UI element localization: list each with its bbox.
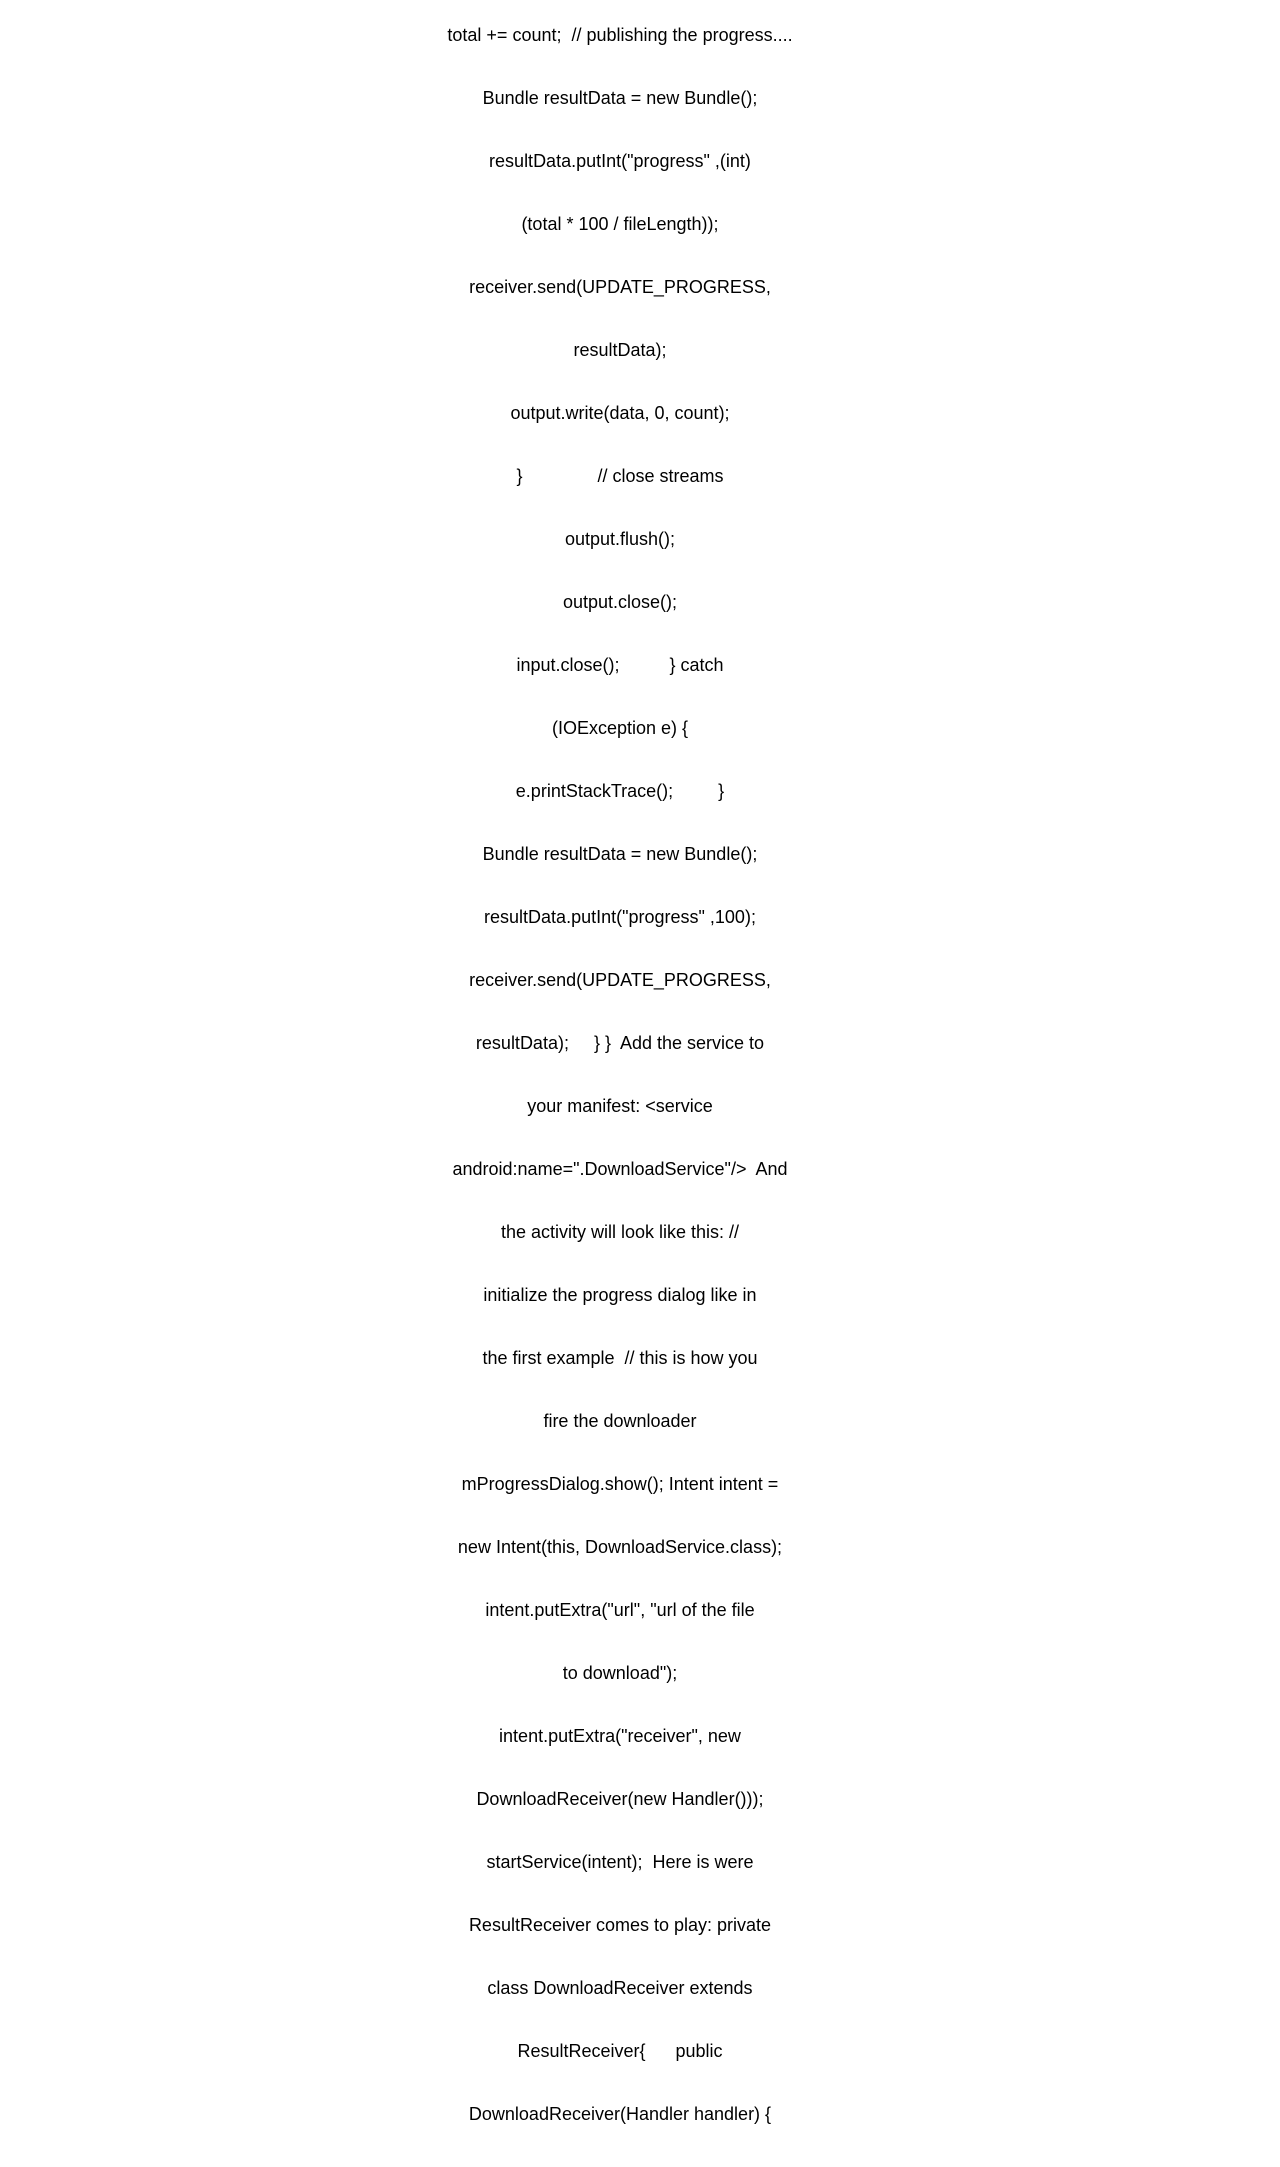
code-text-column bbox=[440, 0, 800, 2167]
text-line: startService(intent); Here is were bbox=[486, 1852, 754, 1872]
text-line: DownloadReceiver(new Handler())); bbox=[476, 1789, 764, 1809]
text-line: the first example // this is how you bbox=[482, 1348, 758, 1368]
text-line: class DownloadReceiver extends bbox=[487, 1978, 753, 1998]
text-line: resultData.putInt("progress" ,100); bbox=[484, 907, 756, 927]
text-line: to download"); bbox=[562, 1663, 678, 1683]
text-line: mProgressDialog.show(); Intent intent = bbox=[461, 1474, 779, 1494]
text-line: total += count; // publishing the progress.... bbox=[447, 25, 793, 45]
text-line: ResultReceiver{ public bbox=[517, 2041, 723, 2061]
text-line: output.write(data, 0, count); bbox=[510, 403, 730, 423]
text-line: output.close(); bbox=[562, 592, 678, 612]
text-line: the activity will look like this: // bbox=[500, 1222, 740, 1242]
text-line: input.close(); } catch bbox=[516, 655, 724, 675]
text-line: intent.putExtra("url", "url of the file bbox=[485, 1600, 755, 1620]
text-line: initialize the progress dialog like in bbox=[483, 1285, 757, 1305]
text-line: Bundle resultData = new Bundle(); bbox=[482, 88, 758, 108]
text-line: e.printStackTrace(); } bbox=[515, 781, 725, 801]
text-line: receiver.send(UPDATE_PROGRESS, bbox=[469, 277, 771, 297]
text-line: new Intent(this, DownloadService.class); bbox=[457, 1537, 783, 1557]
text-line: android:name=".DownloadService"/> And bbox=[452, 1159, 788, 1179]
text-line: } // close streams bbox=[516, 466, 724, 486]
text-line: fire the downloader bbox=[543, 1411, 697, 1431]
text-line: resultData); bbox=[573, 340, 667, 360]
text-line: (total * 100 / fileLength)); bbox=[521, 214, 719, 234]
text-line: Bundle resultData = new Bundle(); bbox=[482, 844, 758, 864]
text-line: ResultReceiver comes to play: private bbox=[468, 1915, 772, 1935]
text-line: receiver.send(UPDATE_PROGRESS, bbox=[469, 970, 771, 990]
text-line: (IOException e) { bbox=[551, 718, 689, 738]
text-line: output.flush(); bbox=[564, 529, 676, 549]
text-line: resultData); } } Add the service to bbox=[475, 1033, 765, 1053]
text-line: DownloadReceiver(Handler handler) { bbox=[468, 2104, 772, 2124]
text-line: intent.putExtra("receiver", new bbox=[499, 1726, 741, 1746]
text-line: your manifest: <service bbox=[527, 1096, 713, 1116]
text-line: resultData.putInt("progress" ,(int) bbox=[489, 151, 751, 171]
